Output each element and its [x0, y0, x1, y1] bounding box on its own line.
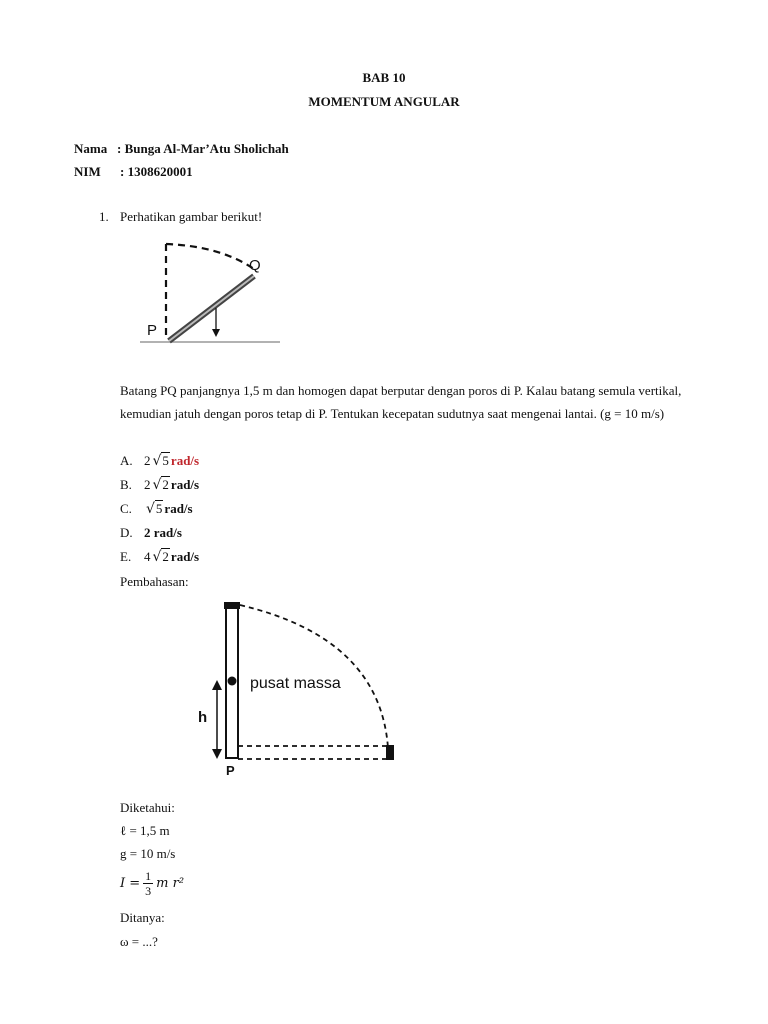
name-label: Nama — [74, 141, 108, 156]
sqrt-symbol: √2 — [152, 549, 169, 565]
center-of-mass-dot — [228, 677, 237, 686]
nim-label: NIM — [74, 164, 101, 179]
rod-top-cap — [224, 602, 240, 609]
rod-figure — [140, 232, 305, 350]
h-label: h — [198, 709, 208, 726]
inertia-fraction — [143, 870, 153, 898]
h-arrow-down-head — [212, 749, 222, 759]
option-e-unit: rad/s — [170, 549, 200, 564]
option-d-letter: D. — [120, 525, 133, 540]
pivot-p-label: P — [226, 763, 235, 778]
option-a-coef: 2 — [144, 453, 151, 468]
option-a-radicand: 5 — [162, 453, 169, 468]
asked-label: Ditanya: — [120, 910, 165, 925]
option-b-coef: 2 — [144, 477, 151, 492]
option-c-unit: rad/s — [164, 501, 193, 516]
known-inertia — [120, 870, 184, 898]
option-d[interactable] — [120, 525, 182, 541]
weight-arrow-head — [212, 329, 220, 337]
known-gravity: g = 10 m/s — [120, 846, 176, 861]
known-label: Diketahui: — [120, 800, 175, 815]
question-intro: Perhatikan gambar berikut! — [120, 209, 263, 224]
h-arrow-up-head — [212, 680, 222, 690]
option-e-coef: 4 — [144, 549, 151, 564]
option-c-radicand: 5 — [155, 501, 163, 516]
nim-value: : 1308620001 — [120, 164, 193, 179]
fraction-denominator: 3 — [145, 884, 152, 898]
option-b-radicand: 2 — [162, 477, 169, 492]
sqrt-symbol: √2 — [152, 477, 169, 493]
sqrt-symbol: √5 — [146, 501, 163, 517]
option-a-letter: A. — [120, 453, 133, 468]
asked-value: ω = ...? — [120, 934, 158, 949]
discussion-label: Pembahasan: — [120, 574, 189, 589]
option-a[interactable] — [120, 453, 199, 469]
label-q: Q — [249, 257, 261, 274]
option-c-letter: C. — [120, 501, 132, 516]
chapter-heading: BAB 10 — [362, 70, 406, 85]
option-e[interactable] — [120, 549, 199, 565]
rod-pq-highlight — [169, 276, 254, 341]
inertia-lhs: I = — [120, 875, 141, 891]
fraction-numerator: 1 — [145, 869, 152, 883]
option-d-text: 2 rad/s — [144, 525, 182, 540]
known-length: ℓ = 1,5 m — [120, 823, 170, 838]
inertia-rhs: m r² — [156, 875, 185, 891]
name-value: : Bunga Al-Mar’Atu Sholichah — [117, 141, 289, 156]
option-c[interactable] — [120, 501, 193, 517]
option-e-radicand: 2 — [162, 549, 169, 564]
option-b[interactable] — [120, 477, 199, 493]
rod-end-block — [386, 745, 394, 760]
swing-arc — [166, 244, 254, 269]
question-number: 1. — [99, 209, 109, 224]
option-b-letter: B. — [120, 477, 132, 492]
sqrt-symbol: √5 — [152, 453, 169, 469]
center-of-mass-figure — [120, 598, 500, 778]
page-title: MOMENTUM ANGULAR — [308, 94, 460, 109]
option-b-unit: rad/s — [170, 477, 200, 492]
option-a-unit: rad/s — [170, 453, 200, 468]
center-of-mass-label: pusat massa — [250, 675, 341, 692]
question-text: Batang PQ panjangnya 1,5 m dan homogen dapat berputar dengan poros di P. Kalau batang semula vertikal, kemudian jatuh dengan poros tetap di P. Tentukan kecepatan sudutnya saat mengenai lantai. (g = 10 m/s) — [120, 383, 682, 421]
option-e-letter: E. — [120, 549, 132, 564]
label-p: P — [147, 322, 158, 339]
